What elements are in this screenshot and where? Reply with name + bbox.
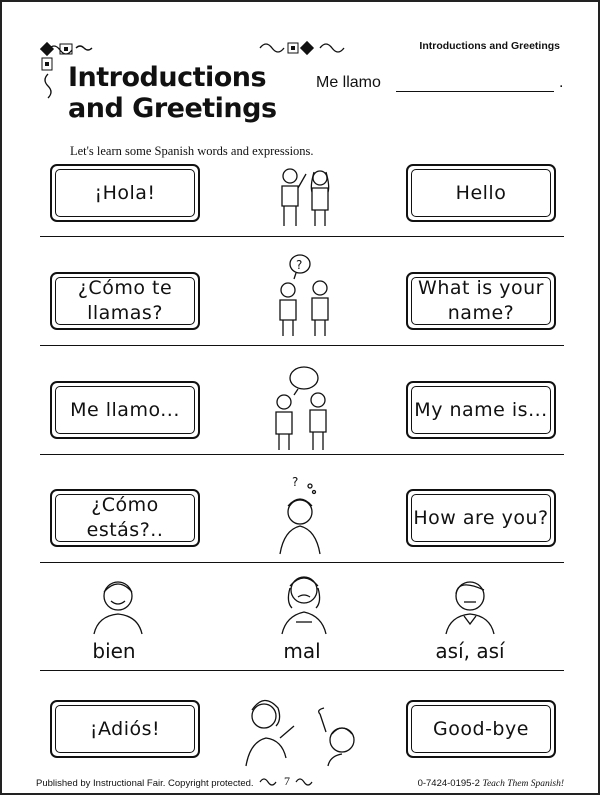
spanish-phrase-box: ¿Cómo te llamas? (50, 272, 200, 330)
english-phrase-box: Good-bye (406, 700, 556, 758)
feeling-word: mal (283, 639, 321, 663)
row-divider (40, 670, 564, 671)
center-ornament-icon (258, 40, 348, 56)
isbn: 0-7424-0195-2 (417, 778, 480, 789)
two-kids-greeting-icon (270, 164, 340, 230)
section-label: Introductions and Greetings (419, 40, 560, 52)
girl-wondering-icon (274, 472, 338, 556)
kids-waving-icon (242, 694, 364, 768)
spanish-phrase-box: Me llamo... (50, 381, 200, 439)
english-phrase-box: My name is... (406, 381, 556, 439)
kids-asking-name-icon (270, 252, 340, 340)
row-divider (40, 345, 564, 346)
happy-boy-icon (90, 574, 146, 636)
page-number-area (258, 774, 316, 789)
english-phrase-box: Hello (406, 164, 556, 222)
row-divider (40, 454, 564, 455)
instructions: Let's learn some Spanish words and expressions. (70, 144, 314, 158)
svg-text:?: ? (296, 258, 303, 272)
sad-girl-icon (276, 570, 332, 636)
english-phrase-box: What is your name? (406, 272, 556, 330)
page-title: Introductions and Greetings (68, 62, 277, 124)
book-title: Teach Them Spanish! (482, 779, 564, 789)
page-number: 7 (284, 774, 290, 788)
neutral-boy-icon (442, 574, 498, 636)
svg-text:?: ? (292, 475, 299, 489)
english-phrase-box: How are you? (406, 489, 556, 547)
kids-introducing-icon (268, 364, 340, 452)
feeling-word: bien (92, 639, 136, 663)
spanish-phrase-box: ¿Cómo estás?.. (50, 489, 200, 547)
book-reference (418, 778, 564, 789)
row-divider (40, 236, 564, 237)
page-ornament-left-icon (258, 777, 280, 787)
page-ornament-right-icon (294, 777, 316, 787)
feeling-word: así, así (435, 639, 505, 663)
spanish-phrase-box: ¡Hola! (50, 164, 200, 222)
spanish-phrase-box: ¡Adiós! (50, 700, 200, 758)
name-write-line[interactable] (396, 91, 554, 92)
name-period: . (559, 74, 564, 91)
name-label: Me llamo (316, 74, 381, 91)
row-divider (40, 562, 564, 563)
publisher-note: Published by Instructional Fair. Copyright protected. (36, 778, 254, 789)
